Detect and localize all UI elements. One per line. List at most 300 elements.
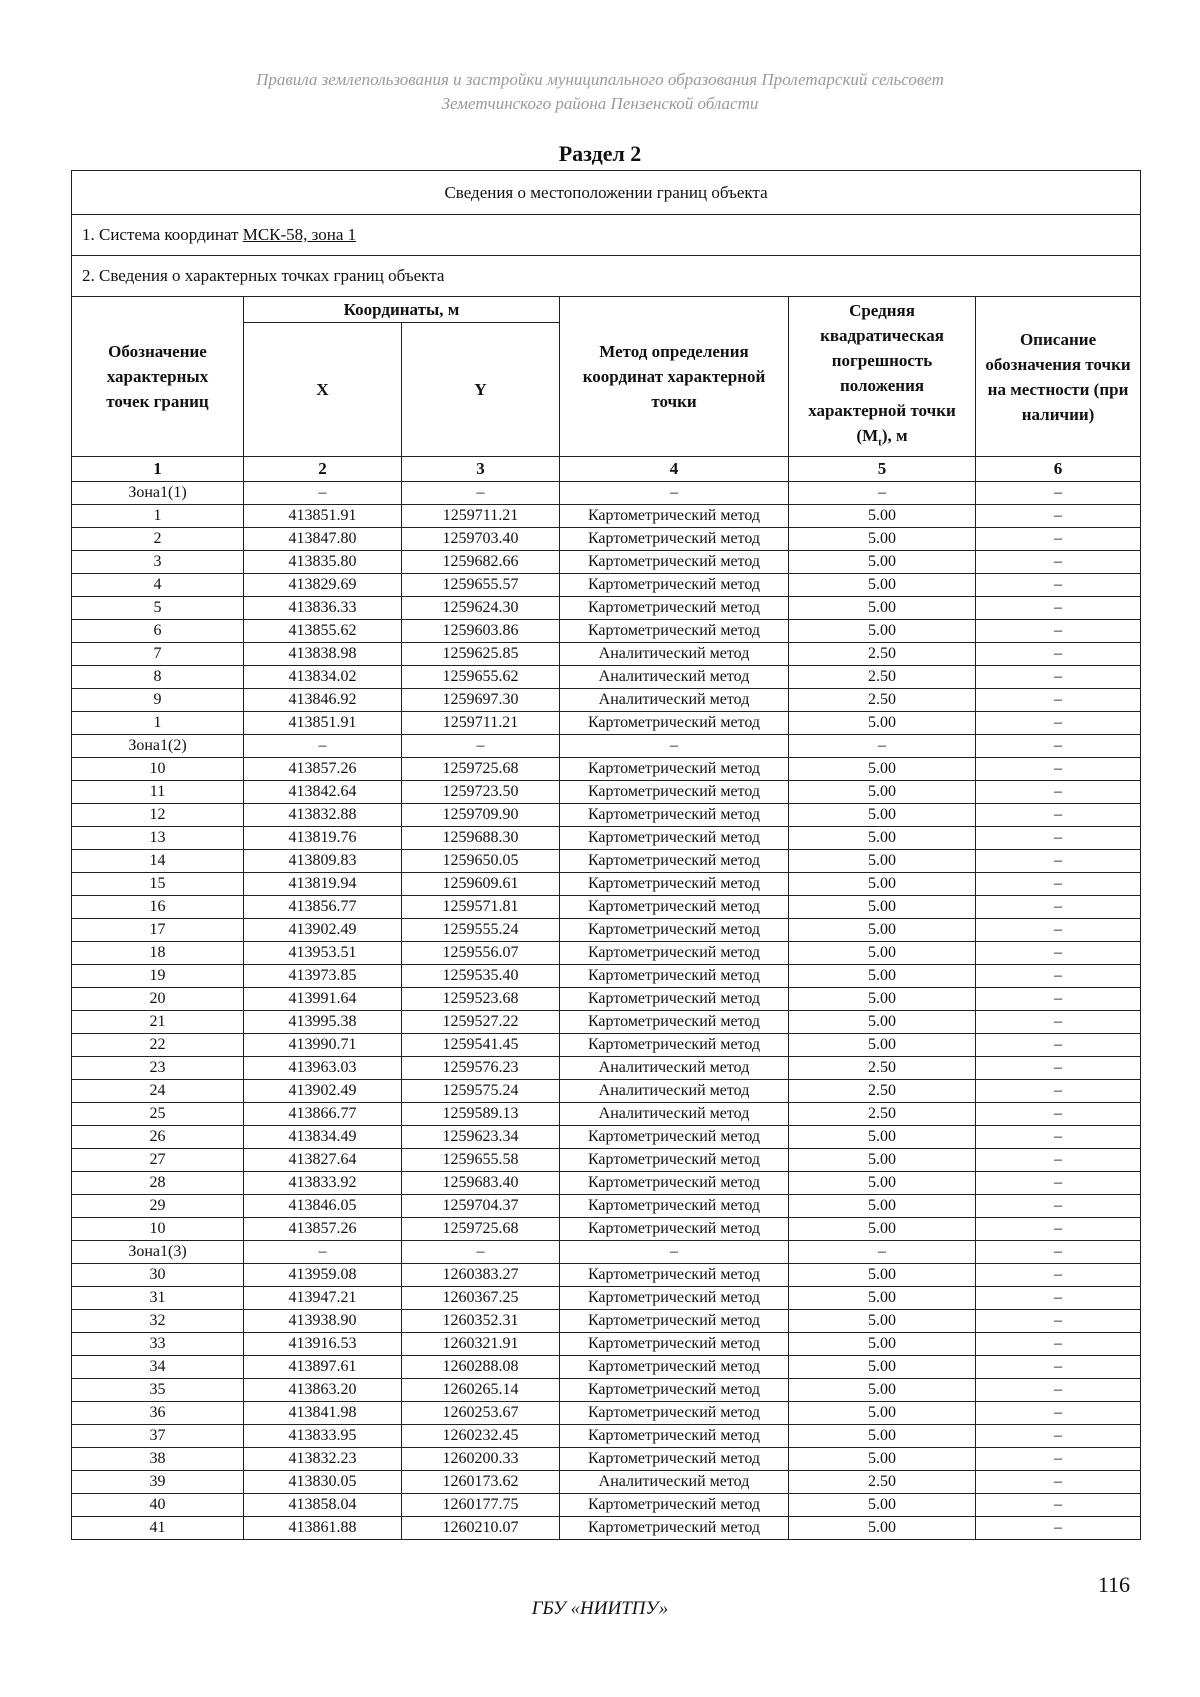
cell-error: 5.00 [789,1425,976,1448]
cell-point: 35 [72,1379,244,1402]
table-row [72,689,1141,712]
table-row [72,482,1141,505]
cell-point: 30 [72,1264,244,1287]
table-row [72,1034,1141,1057]
cell-description: – [976,942,1141,965]
cell-y: 1260210.07 [402,1517,560,1540]
cell-y: 1259541.45 [402,1034,560,1057]
cell-x: 413973.85 [244,965,402,988]
cell-error: 5.00 [789,781,976,804]
cell-description: – [976,919,1141,942]
cell-method: Картометрический метод [560,551,789,574]
cell-point: 24 [72,1080,244,1103]
cell-y: 1259711.21 [402,712,560,735]
cell-x: 413832.88 [244,804,402,827]
cell-error: 5.00 [789,1264,976,1287]
cell-point: 1 [72,505,244,528]
cell-method: Картометрический метод [560,827,789,850]
table-row [72,1103,1141,1126]
cell-x: 413830.05 [244,1471,402,1494]
cell-y: 1260177.75 [402,1494,560,1517]
cell-method: Картометрический метод [560,758,789,781]
table-row [72,1402,1141,1425]
cell-error: 5.00 [789,551,976,574]
cell-description: – [976,804,1141,827]
cell-method: Аналитический метод [560,643,789,666]
cell-error: 5.00 [789,1172,976,1195]
col-header-error-unit: ), м [881,425,908,445]
cell-y: 1260253.67 [402,1402,560,1425]
cell-description: – [976,620,1141,643]
cell-error: 5.00 [789,1011,976,1034]
cell-method: Картометрический метод [560,620,789,643]
cell-x: 413855.62 [244,620,402,643]
cell-method: Аналитический метод [560,1471,789,1494]
cell-point: 25 [72,1103,244,1126]
cell-point: 27 [72,1149,244,1172]
table-row [72,1471,1141,1494]
cell-description: – [976,528,1141,551]
cell-y: 1259603.86 [402,620,560,643]
table-row [72,505,1141,528]
cell-method: Картометрический метод [560,1149,789,1172]
cell-error: 5.00 [789,919,976,942]
table-row [72,597,1141,620]
cell-y: 1259576.23 [402,1057,560,1080]
cell-error: 5.00 [789,758,976,781]
table-row [72,1356,1141,1379]
coordinate-system-label: 1. Система координат [82,225,243,244]
cell-description: – [976,712,1141,735]
table-row [72,1149,1141,1172]
cell-description: – [976,1241,1141,1264]
table-row [72,620,1141,643]
cell-y: 1259535.40 [402,965,560,988]
cell-y: 1259683.40 [402,1172,560,1195]
table-row [72,1448,1141,1471]
cell-error: 2.50 [789,1103,976,1126]
cell-point: Зона1(1) [72,482,244,505]
column-number: 1 [72,457,244,482]
cell-method: Картометрический метод [560,597,789,620]
cell-method: Картометрический метод [560,528,789,551]
cell-point: 14 [72,850,244,873]
cell-error: – [789,1241,976,1264]
col-header-y: Y [402,323,560,457]
table-row [72,827,1141,850]
cell-y: 1259723.50 [402,781,560,804]
cell-method: Картометрический метод [560,1172,789,1195]
table-row [72,1057,1141,1080]
cell-x: 413836.33 [244,597,402,620]
cell-x: 413838.98 [244,643,402,666]
cell-x: 413833.95 [244,1425,402,1448]
cell-error: 5.00 [789,896,976,919]
table-row [72,666,1141,689]
column-number: 5 [789,457,976,482]
cell-method: Картометрический метод [560,1195,789,1218]
cell-point: 33 [72,1333,244,1356]
cell-error: 5.00 [789,1126,976,1149]
cell-point: 26 [72,1126,244,1149]
cell-y: 1259625.85 [402,643,560,666]
cell-error: 5.00 [789,850,976,873]
cell-y: 1259655.58 [402,1149,560,1172]
cell-description: – [976,597,1141,620]
table-row [72,873,1141,896]
cell-x: – [244,1241,402,1264]
table-row [72,919,1141,942]
cell-description: – [976,1379,1141,1402]
table-row [72,850,1141,873]
cell-method: Картометрический метод [560,1448,789,1471]
cell-x: 413851.91 [244,505,402,528]
cell-method: Аналитический метод [560,689,789,712]
cell-error: – [789,482,976,505]
cell-error: 5.00 [789,1494,976,1517]
cell-point: 10 [72,1218,244,1241]
cell-x: 413833.92 [244,1172,402,1195]
cell-method: Картометрический метод [560,505,789,528]
cell-method: Картометрический метод [560,896,789,919]
cell-x: 413861.88 [244,1517,402,1540]
cell-point: 3 [72,551,244,574]
col-header-error-subscript: t [878,436,882,449]
cell-method: Картометрический метод [560,804,789,827]
cell-method: Картометрический метод [560,919,789,942]
table-row [72,1218,1141,1241]
cell-point: 13 [72,827,244,850]
table-row [72,1379,1141,1402]
table-row [72,712,1141,735]
cell-error: 2.50 [789,1080,976,1103]
cell-error: 5.00 [789,873,976,896]
section-title: Раздел 2 [558,141,642,166]
cell-point: 8 [72,666,244,689]
table-row [72,1126,1141,1149]
cell-point: 5 [72,597,244,620]
cell-y: 1260367.25 [402,1287,560,1310]
cell-y: 1259688.30 [402,827,560,850]
coordinate-system-row [72,215,1141,256]
footer-organization: ГБУ «НИИТПУ» [531,1598,669,1619]
cell-y: 1259704.37 [402,1195,560,1218]
col-header-description: Описание обозначения точки на местности (при наличии) [976,297,1141,457]
cell-point: 4 [72,574,244,597]
cell-description: – [976,1471,1141,1494]
cell-description: – [976,574,1141,597]
table-row [72,551,1141,574]
cell-method: – [560,1241,789,1264]
cell-point: 1 [72,712,244,735]
cell-point: 12 [72,804,244,827]
cell-description: – [976,1103,1141,1126]
cell-x: 413841.98 [244,1402,402,1425]
cell-method: Картометрический метод [560,1264,789,1287]
cell-description: – [976,988,1141,1011]
column-number: 2 [244,457,402,482]
cell-method: – [560,735,789,758]
cell-point: 28 [72,1172,244,1195]
cell-x: 413834.02 [244,666,402,689]
cell-y: 1259623.34 [402,1126,560,1149]
cell-error: 5.00 [789,1333,976,1356]
cell-point: 38 [72,1448,244,1471]
cell-error: 5.00 [789,505,976,528]
cell-error: 2.50 [789,1057,976,1080]
table-row [72,1425,1141,1448]
cell-point: 18 [72,942,244,965]
cell-x: 413819.94 [244,873,402,896]
cell-y: 1259682.66 [402,551,560,574]
col-header-error-text: Средняя квадратическая погрешность положения характерной точки (M [808,300,956,445]
table-row [72,1241,1141,1264]
table-row [72,1011,1141,1034]
cell-point: 16 [72,896,244,919]
cell-point: 19 [72,965,244,988]
cell-error: 5.00 [789,804,976,827]
cell-description: – [976,896,1141,919]
table-row [72,735,1141,758]
column-number: 4 [560,457,789,482]
table-row [72,781,1141,804]
cell-point: 36 [72,1402,244,1425]
cell-point: 15 [72,873,244,896]
cell-error: 5.00 [789,1402,976,1425]
table-row [72,965,1141,988]
cell-method: Картометрический метод [560,781,789,804]
cell-error: 5.00 [789,1149,976,1172]
cell-y: 1259575.24 [402,1080,560,1103]
cell-y: – [402,1241,560,1264]
cell-method: Картометрический метод [560,574,789,597]
cell-point: 11 [72,781,244,804]
cell-x: 413938.90 [244,1310,402,1333]
cell-x: 413834.49 [244,1126,402,1149]
cell-point: 7 [72,643,244,666]
cell-point: 41 [72,1517,244,1540]
cell-y: 1259709.90 [402,804,560,827]
cell-error: 2.50 [789,643,976,666]
cell-description: – [976,1287,1141,1310]
cell-y: 1260383.27 [402,1264,560,1287]
cell-error: 5.00 [789,1218,976,1241]
cell-x: 413990.71 [244,1034,402,1057]
table-row [72,528,1141,551]
table-row [72,1494,1141,1517]
cell-description: – [976,482,1141,505]
cell-method: Картометрический метод [560,942,789,965]
cell-x: 413963.03 [244,1057,402,1080]
cell-method: Аналитический метод [560,666,789,689]
cell-y: 1259609.61 [402,873,560,896]
cell-x: 413991.64 [244,988,402,1011]
cell-y: 1260173.62 [402,1471,560,1494]
cell-method: Картометрический метод [560,1379,789,1402]
cell-method: Картометрический метод [560,965,789,988]
table-row [72,574,1141,597]
cell-y: 1259523.68 [402,988,560,1011]
cell-method: Картометрический метод [560,1356,789,1379]
col-header-point-designation: Обозначение характерных точек границ [72,297,244,457]
cell-y: 1259556.07 [402,942,560,965]
table-row [72,1287,1141,1310]
cell-error: 5.00 [789,1356,976,1379]
cell-point: 29 [72,1195,244,1218]
cell-x: 413959.08 [244,1264,402,1287]
cell-description: – [976,873,1141,896]
cell-point: 6 [72,620,244,643]
cell-method: Аналитический метод [560,1080,789,1103]
table-row [72,1517,1141,1540]
cell-method: Картометрический метод [560,1034,789,1057]
cell-x: 413847.80 [244,528,402,551]
cell-x: 413863.20 [244,1379,402,1402]
cell-description: – [976,1080,1141,1103]
cell-method: Картометрический метод [560,712,789,735]
cell-description: – [976,1126,1141,1149]
points-section-title: 2. Сведения о характерных точках границ объекта [72,256,1141,297]
cell-y: 1260288.08 [402,1356,560,1379]
cell-description: – [976,551,1141,574]
table-banner: Сведения о местоположении границ объекта [72,171,1141,215]
cell-point: 40 [72,1494,244,1517]
cell-point: Зона1(3) [72,1241,244,1264]
cell-y: 1259650.05 [402,850,560,873]
cell-y: 1259527.22 [402,1011,560,1034]
cell-x: – [244,735,402,758]
cell-method: Картометрический метод [560,850,789,873]
cell-description: – [976,1517,1141,1540]
cell-description: – [976,1310,1141,1333]
cell-description: – [976,1425,1141,1448]
cell-description: – [976,1195,1141,1218]
cell-method: Картометрический метод [560,988,789,1011]
cell-description: – [976,1011,1141,1034]
table-row [72,1264,1141,1287]
cell-error: 5.00 [789,988,976,1011]
table-row [72,804,1141,827]
cell-method: Картометрический метод [560,1494,789,1517]
cell-point: 10 [72,758,244,781]
cell-description: – [976,1149,1141,1172]
cell-point: 39 [72,1471,244,1494]
cell-description: – [976,1264,1141,1287]
cell-y: 1259555.24 [402,919,560,942]
cell-method: Картометрический метод [560,1287,789,1310]
cell-description: – [976,758,1141,781]
cell-point: 31 [72,1287,244,1310]
cell-error: 5.00 [789,1287,976,1310]
cell-point: 23 [72,1057,244,1080]
page-number: 116 [1097,1572,1130,1597]
cell-method: Картометрический метод [560,1333,789,1356]
cell-point: 22 [72,1034,244,1057]
cell-description: – [976,1057,1141,1080]
cell-point: 2 [72,528,244,551]
cell-y: 1260321.91 [402,1333,560,1356]
cell-description: – [976,505,1141,528]
cell-x: 413947.21 [244,1287,402,1310]
cell-error: 5.00 [789,620,976,643]
cell-description: – [976,1172,1141,1195]
col-header-coordinates: Координаты, м [244,297,560,323]
cell-x: 413857.26 [244,758,402,781]
cell-method: Картометрический метод [560,1126,789,1149]
cell-point: 37 [72,1425,244,1448]
cell-point: 21 [72,1011,244,1034]
cell-x: 413897.61 [244,1356,402,1379]
cell-error: 5.00 [789,1379,976,1402]
cell-x: 413829.69 [244,574,402,597]
table-row [72,1195,1141,1218]
cell-error: 5.00 [789,712,976,735]
cell-point: 34 [72,1356,244,1379]
cell-x: 413809.83 [244,850,402,873]
col-header-x: X [244,323,402,457]
cell-x: 413916.53 [244,1333,402,1356]
cell-description: – [976,1402,1141,1425]
cell-y: 1259725.68 [402,758,560,781]
table-row [72,942,1141,965]
cell-method: Аналитический метод [560,1103,789,1126]
cell-method: Картометрический метод [560,1402,789,1425]
cell-x: – [244,482,402,505]
cell-description: – [976,689,1141,712]
cell-error: 5.00 [789,1195,976,1218]
cell-y: 1259655.62 [402,666,560,689]
cell-description: – [976,1034,1141,1057]
cell-error: 5.00 [789,1034,976,1057]
cell-description: – [976,643,1141,666]
cell-error: 5.00 [789,597,976,620]
cell-description: – [976,850,1141,873]
cell-method: Аналитический метод [560,1057,789,1080]
column-number: 3 [402,457,560,482]
cell-error: 2.50 [789,1471,976,1494]
cell-method: Картометрический метод [560,1425,789,1448]
table-row [72,1333,1141,1356]
cell-y: 1260352.31 [402,1310,560,1333]
cell-x: 413995.38 [244,1011,402,1034]
table-row [72,896,1141,919]
cell-x: 413819.76 [244,827,402,850]
cell-description: – [976,781,1141,804]
cell-description: – [976,965,1141,988]
cell-error: 5.00 [789,528,976,551]
cell-method: Картометрический метод [560,1218,789,1241]
cell-x: 413835.80 [244,551,402,574]
cell-point: 20 [72,988,244,1011]
cell-x: 413866.77 [244,1103,402,1126]
column-number: 6 [976,457,1141,482]
cell-x: 413827.64 [244,1149,402,1172]
cell-y: 1259711.21 [402,505,560,528]
col-header-method: Метод определения координат характерной точки [560,297,789,457]
cell-description: – [976,1218,1141,1241]
cell-x: 413842.64 [244,781,402,804]
cell-method: Картометрический метод [560,1517,789,1540]
cell-x: 413857.26 [244,1218,402,1241]
cell-y: 1260232.45 [402,1425,560,1448]
cell-point: 32 [72,1310,244,1333]
cell-method: Картометрический метод [560,873,789,896]
cell-x: 413832.23 [244,1448,402,1471]
cell-description: – [976,1356,1141,1379]
cell-y: 1259703.40 [402,528,560,551]
cell-y: – [402,735,560,758]
coordinate-system-value: МСК-58, зона 1 [242,225,357,244]
